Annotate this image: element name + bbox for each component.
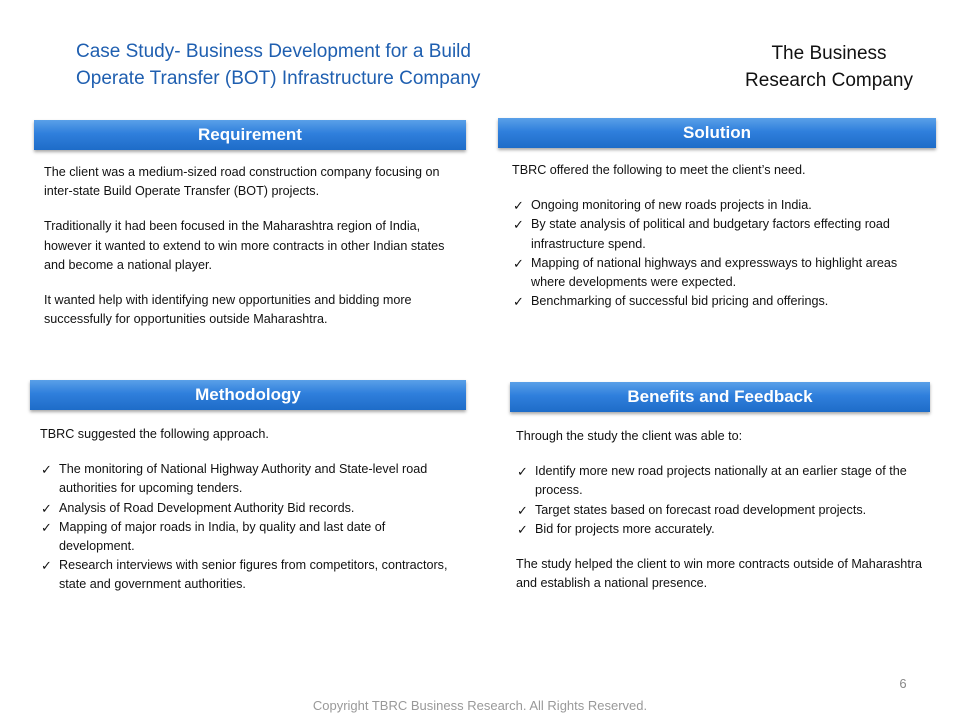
requirement-paragraph-3: It wanted help with identifying new opportunities and bidding more successfully for opportunities outside Maharashtra. — [44, 293, 412, 327]
company-name-line-1: The Business — [771, 43, 887, 64]
list-item — [40, 499, 464, 518]
methodology-panel — [40, 425, 464, 595]
benefits-list — [516, 462, 934, 539]
requirement-header: Requirement — [34, 120, 466, 150]
checkmark-icon: ✓ — [517, 464, 528, 480]
list-item-text: By state analysis of political and budgetary factors effecting road infrastructure spend. — [531, 217, 890, 251]
checkmark-icon: ✓ — [517, 502, 528, 518]
solution-panel — [512, 161, 930, 311]
solution-header: Solution — [498, 118, 936, 148]
checkmark-icon: ✓ — [41, 558, 52, 574]
list-item — [516, 501, 934, 520]
benefits-panel — [516, 427, 934, 593]
methodology-header: Methodology — [30, 380, 466, 410]
list-item-text: Research interviews with senior figures from competitors, contractors, state and government authorities. — [59, 558, 448, 592]
company-name — [724, 40, 934, 94]
checkmark-icon: ✓ — [517, 521, 528, 537]
checkmark-icon: ✓ — [513, 198, 524, 214]
list-item — [512, 292, 930, 311]
checkmark-icon: ✓ — [41, 519, 52, 535]
checkmark-icon: ✓ — [513, 255, 524, 271]
list-item — [40, 518, 464, 556]
requirement-panel — [44, 163, 459, 329]
company-name-line-2: Research Company — [745, 70, 913, 91]
list-item-text: Benchmarking of successful bid pricing and offerings. — [531, 294, 829, 309]
benefits-header: Benefits and Feedback — [510, 382, 930, 412]
copyright-footer: Copyright TBRC Business Research. All Rights Reserved. — [312, 698, 648, 713]
solution-intro: TBRC offered the following to meet the client’s need. — [512, 163, 806, 177]
list-item-text: The monitoring of National Highway Authority and State-level road authorities for upcoming tenders. — [59, 462, 428, 496]
benefits-intro: Through the study the client was able to: — [516, 429, 743, 443]
list-item-text: Analysis of Road Development Authority Bid records. — [59, 500, 355, 515]
benefits-outro: The study helped the client to win more contracts outside of Maharashtra and establish a national presence. — [516, 557, 923, 591]
requirement-paragraph-1: The client was a medium-sized road construction company focusing on inter-state Build Operate Transfer (BOT) projects. — [44, 165, 440, 199]
list-item — [516, 520, 934, 539]
requirement-paragraph-2: Traditionally it had been focused in the Maharashtra region of India, however it wanted to extend to win more contracts in other Indian states and become a national player. — [44, 219, 445, 272]
list-item — [40, 556, 464, 594]
methodology-intro: TBRC suggested the following approach. — [40, 427, 269, 441]
solution-list — [512, 196, 930, 311]
methodology-list — [40, 460, 464, 594]
list-item — [512, 254, 930, 292]
list-item — [512, 215, 930, 253]
list-item-text: Target states based on forecast road development projects. — [535, 502, 867, 517]
slide-title-line-2: Operate Transfer (BOT) Infrastructure Company — [76, 68, 481, 89]
list-item — [516, 462, 934, 500]
list-item-text: Mapping of national highways and expressways to highlight areas where developments were expected. — [531, 255, 898, 290]
slide-title — [76, 38, 596, 92]
list-item-text: Bid for projects more accurately. — [535, 521, 715, 536]
checkmark-icon: ✓ — [41, 462, 52, 478]
list-item-text: Ongoing monitoring of new roads projects in India. — [531, 198, 812, 213]
slide-title-line-1: Case Study- Business Development for a Build — [76, 41, 471, 62]
checkmark-icon: ✓ — [513, 217, 524, 233]
checkmark-icon: ✓ — [41, 500, 52, 516]
checkmark-icon: ✓ — [513, 294, 524, 310]
list-item — [512, 196, 930, 215]
list-item-text: Identify more new road projects nationally at an earlier stage of the process. — [535, 464, 907, 498]
list-item-text: Mapping of major roads in India, by quality and last date of development. — [59, 519, 386, 554]
page-number: 6 — [899, 676, 907, 691]
list-item — [40, 460, 464, 498]
